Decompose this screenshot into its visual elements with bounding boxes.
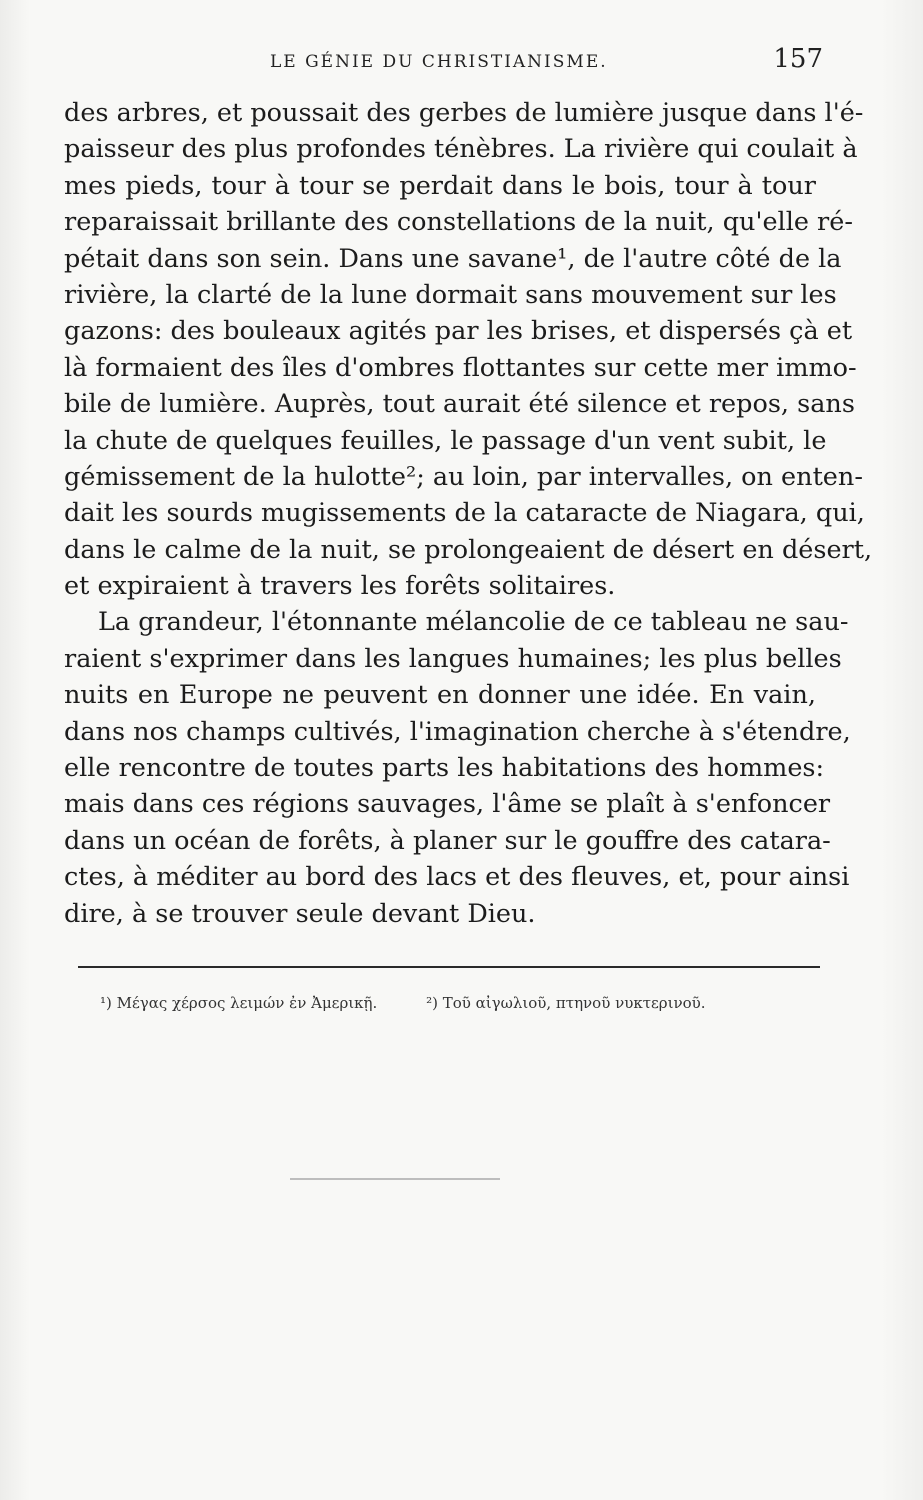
text-line: gazons: des bouleaux agités par les brises, et dispersés çà et: [64, 316, 853, 347]
text-line: pétait dans son sein. Dans une savane¹, de l'autre côté de la: [64, 243, 842, 274]
text-line: elle rencontre de toutes parts les habitations des hommes:: [64, 753, 825, 784]
text-line: paisseur des plus profondes ténèbres. La rivière qui coulait à: [64, 134, 858, 165]
text-line: dire, à se trouver seule devant Dieu.: [64, 898, 536, 929]
text-line: dait les sourds mugissements de la cataracte de Niagara, qui,: [64, 498, 865, 529]
text-line: dans nos champs cultivés, l'imagination cherche à s'étendre,: [64, 716, 851, 747]
text-line: mes pieds, tour à tour se perdait dans le bois, tour à tour: [64, 170, 816, 201]
text-line: nuits en Europe ne peuvent en donner une idée. En vain,: [64, 680, 816, 711]
show-through-ornament: [290, 1178, 500, 1180]
text-line: la chute de quelques feuilles, le passage d'un vent subit, le: [64, 425, 827, 456]
text-line: bile de lumière. Auprès, tout aurait été silence et repos, sans: [64, 389, 855, 420]
text-line: reparaissait brillante des constellations de la nuit, qu'elle ré-: [64, 207, 853, 238]
footnote-rule: [78, 966, 820, 968]
paragraph-start-line: La grandeur, l'étonnante mélancolie de ce tableau ne sau-: [98, 607, 849, 638]
footnote-1: ¹) Μέγας χέρσος λειμών ἐν Ἀμερικῇ.: [100, 994, 378, 1012]
text-line: gémissement de la hulotte²; au loin, par intervalles, on enten-: [64, 461, 863, 492]
text-line: et expiraient à travers les forêts solitaires.: [64, 571, 616, 602]
text-line: rivière, la clarté de la lune dormait sans mouvement sur les: [64, 279, 837, 310]
text-line: raient s'exprimer dans les langues humaines; les plus belles: [64, 643, 842, 674]
body-text: [64, 95, 873, 932]
text-line: des arbres, et poussait des gerbes de lumière jusque dans l'é-: [64, 98, 864, 128]
running-title: LE GÉNIE DU CHRISTIANISME.: [270, 52, 608, 72]
text-line: dans un océan de forêts, à planer sur le gouffre des catara-: [64, 825, 831, 856]
text-line: dans le calme de la nuit, se prolongeaient de désert en désert,: [64, 534, 873, 565]
footnotes: [100, 994, 800, 1012]
footnote-2: ²) Τοῦ αἰγωλιοῦ, πτηνοῦ νυκτερινοῦ.: [426, 994, 706, 1012]
text-line: ctes, à méditer au bord des lacs et des fleuves, et, pour ainsi: [64, 862, 850, 893]
text-line: là formaient des îles d'ombres flottantes sur cette mer immo-: [64, 352, 857, 383]
page-number: 157: [773, 44, 823, 74]
text-line: mais dans ces régions sauvages, l'âme se plaît à s'enfoncer: [64, 789, 831, 820]
